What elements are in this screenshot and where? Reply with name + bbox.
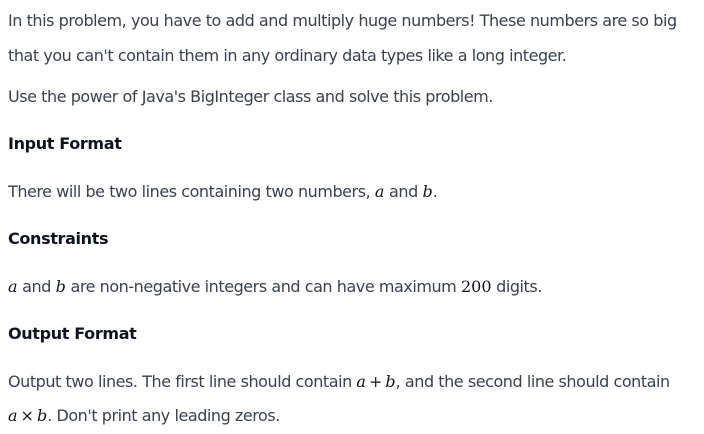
- variable-b: b: [422, 182, 433, 201]
- times-operator: ×: [20, 406, 34, 425]
- max-digits-value: 200: [460, 277, 492, 296]
- intro-paragraph-line-2: that you can't contain them in any ordinary data types like a long integer.: [8, 46, 567, 65]
- constraints-text-after: are non-negative integers and can have maximum: [65, 277, 461, 296]
- output-format-heading: Output Format: [8, 324, 137, 343]
- output-line1-after: , and the second line should contain: [395, 372, 670, 391]
- input-format-text: [8, 182, 437, 201]
- input-text-after: .: [432, 182, 438, 201]
- output-line2-after: . Don't print any leading zeros.: [47, 406, 280, 425]
- constraints-text-end: digits.: [491, 277, 542, 296]
- constraints-text: [8, 277, 542, 296]
- sum-variable-b: b: [385, 372, 396, 391]
- output-format-line-1: [8, 372, 670, 391]
- intro-paragraph-line-3: Use the power of Java's BigInteger class and solve this problem.: [8, 87, 493, 106]
- variable-b: b: [55, 277, 66, 296]
- variable-a: a: [374, 182, 385, 201]
- intro-paragraph-line-1: In this problem, you have to add and multiply huge numbers! These numbers are so big: [8, 11, 677, 30]
- sum-variable-a: a: [356, 372, 366, 391]
- input-format-heading: Input Format: [8, 134, 122, 153]
- constraints-heading: Constraints: [8, 229, 109, 248]
- product-variable-a: a: [8, 406, 18, 425]
- input-text-before: There will be two lines containing two numbers,: [8, 182, 375, 201]
- output-format-line-2: [8, 406, 280, 425]
- constraints-text-mid: and: [17, 277, 56, 296]
- input-text-mid: and: [384, 182, 423, 201]
- output-line1-before: Output two lines. The first line should contain: [8, 372, 357, 391]
- product-variable-b: b: [36, 406, 48, 425]
- plus-operator: +: [368, 372, 383, 391]
- variable-a: a: [8, 277, 18, 296]
